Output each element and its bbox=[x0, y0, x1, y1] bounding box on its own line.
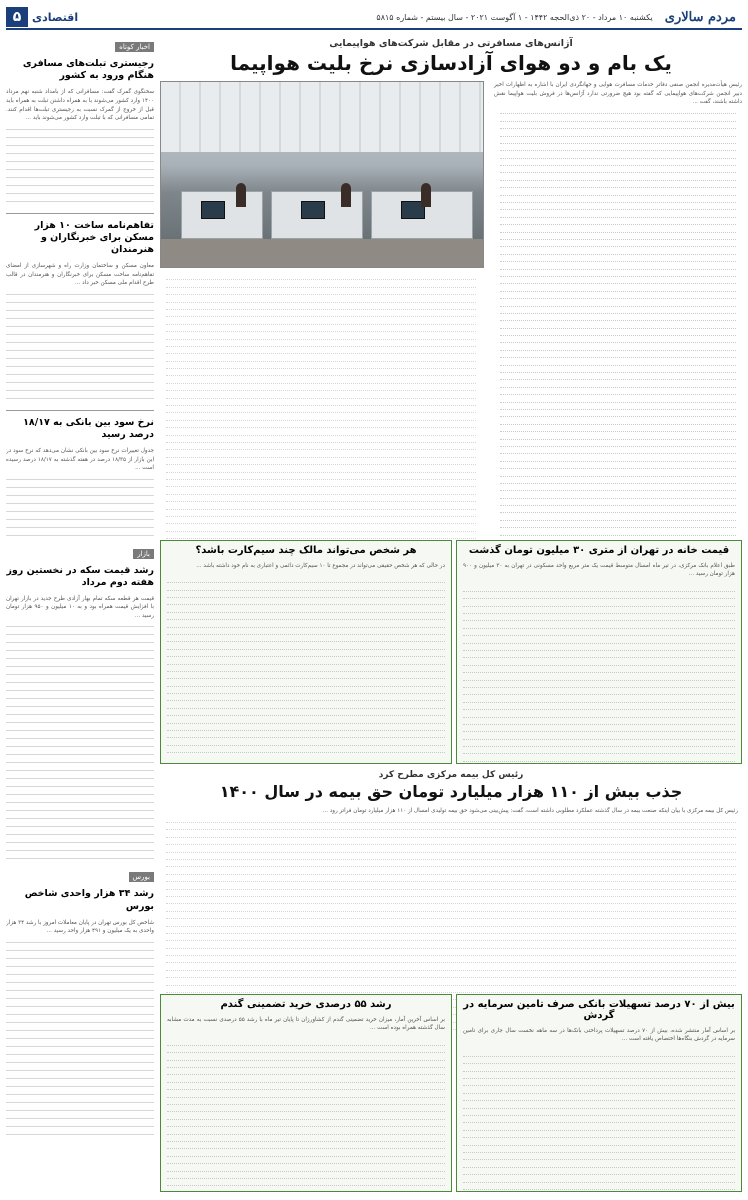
lead-continuation bbox=[160, 273, 482, 539]
box-simcard-body: در حالی که هر شخص حقیقی می‌تواند در مجموع تا ۱۰ سیم‌کارت دائمی و اعتباری به نام خود داشته باشد ... bbox=[196, 562, 445, 569]
sidebar-story2-body: معاون مسکن و ساختمان وزارت راه و شهرسازی از امضای تفاهم‌نامه ساخت مسکن برای خبرنگاران و هنرمندان در قالب طرح اقدام ملی مسکن خبر داد ... bbox=[6, 263, 154, 287]
airport-counter-photo bbox=[160, 81, 484, 268]
lead-kicker: آژانس‌های مسافرتی در مقابل شرکت‌های هواپیمایی bbox=[329, 38, 573, 49]
box-bank-loans-body: بر اساس آمار منتشر شده، بیش از ۷۰ درصد تسهیلات پرداختی بانک‌ها در سه ماهه نخست سال جاری برای تامین سرمایه در گردش بنگاه‌ها اختصاص یافته است ... bbox=[463, 1027, 736, 1043]
sidebar-kicker-bourse: بورس bbox=[129, 872, 155, 882]
box-bank-loans bbox=[456, 994, 742, 1192]
sidebar bbox=[6, 34, 154, 1194]
lead-headline: یک بام و دو هوای آزادسازی نرخ بلیت هواپیما bbox=[230, 51, 672, 75]
box-wheat-title: رشد ۵۵ درصدی خرید تضمینی گندم bbox=[220, 999, 392, 1010]
main-content bbox=[160, 34, 742, 1194]
sidebar-story4-title: رشد قیمت سکه در نخستین روز هفته دوم مرداد bbox=[6, 564, 154, 588]
masthead bbox=[6, 6, 742, 30]
sidebar-kicker-market: بازار bbox=[133, 549, 154, 559]
sidebar-story6-title: رشد ۳۴ هزار واحدی شاخص بورس bbox=[24, 888, 154, 912]
section-title: اقتصادی bbox=[32, 10, 79, 24]
box-simcard-title: هر شخص می‌تواند مالک چند سیم‌کارت باشد؟ bbox=[195, 545, 417, 556]
box-housing-price bbox=[456, 540, 742, 764]
date-line: یکشنبه ۱۰ مرداد - ۲۰ ذی‌الحجه ۱۴۴۲ - ۱ آگوست ۲۰۲۱ - سال بیستم - شماره ۵۸۱۵ bbox=[376, 12, 653, 22]
insurance-kicker: رئیس کل بیمه مرکزی مطرح کرد bbox=[378, 770, 524, 780]
insurance-headline: جذب بیش از ۱۱۰ هزار میلیارد تومان حق بیمه در سال ۱۴۰۰ bbox=[219, 782, 683, 801]
box-wheat-body: بر اساس آخرین آمار، میزان خرید تضمینی گندم از کشاورزان تا پایان تیر ماه با رشد ۵۵ درصدی نسبت به مدت مشابه سال گذشته همراه بوده است ... bbox=[167, 1016, 445, 1032]
sidebar-story2-title: تفاهم‌نامه ساخت ۱۰ هزار مسکن برای خبرنگاران و هنرمندان bbox=[34, 219, 154, 256]
box-wheat bbox=[160, 994, 452, 1192]
box-simcard bbox=[160, 540, 452, 764]
box-bank-loans-title: بیش از ۷۰ درصد تسهیلات بانکی صرف تامین سرمایه در گردش bbox=[463, 999, 735, 1021]
sidebar-story3-body: جدول تغییرات نرخ سود بین بانکی نشان می‌دهد که نرخ سود در این بازار از ۱۸/۳۵ درصد در هفته گذشته به ۱۸/۱۷ درصد رسیده است ... bbox=[6, 447, 154, 472]
sidebar-story3-title: نرخ سود بین بانکی به ۱۸/۱۷ درصد رسید bbox=[23, 416, 154, 441]
lead-story bbox=[160, 81, 742, 521]
page-number: ۵ bbox=[6, 7, 28, 27]
insurance-story bbox=[160, 770, 742, 1030]
newspaper-logo: مردم سالاری bbox=[664, 9, 736, 25]
sidebar-kicker-news: اخبار کوتاه bbox=[115, 42, 154, 52]
box-housing-body: طبق اعلام بانک مرکزی، در تیر ماه امسال متوسط قیمت یک متر مربع واحد مسکونی در تهران به ۳۰ میلیون و ۹۰۰ هزار تومان رسید ... bbox=[463, 562, 735, 578]
sidebar-story1-body: سخنگوی گمرک گفت: مسافرانی که از بامداد شنبه نهم مرداد ۱۴۰۰ وارد کشور می‌شوند با به همراه داشتن تبلت به همراه باید قبل از خروج از گمرک نسبت به رجیستری تبلت‌ها اقدام کنند. تمامی مسافرانی که با تبلت وارد کشور می‌شوند باید ... bbox=[6, 89, 154, 122]
lead-body-column bbox=[494, 81, 742, 550]
lead-body: رئیس هیأت‌مدیره انجمن صنفی دفاتر خدمات مسافرت هوایی و جهانگردی ایران با اشاره به اظهارات اخیر دبیر انجمن شرکت‌های هواپیمایی که گفته بود هیچ ضرورتی ندارد آژانس‌ها در فروش بلیت هواپیما نقش داشته باشند، گفت ... bbox=[494, 82, 742, 106]
sidebar-story1-title: رجیستری تبلت‌های مسافری هنگام ورود به کشور bbox=[22, 58, 154, 82]
sidebar-story6-body: شاخص کل بورس تهران در پایان معاملات امروز با رشد ۳۴ هزار واحدی به یک میلیون و ۴۹۱ هزار واحد رسید ... bbox=[6, 919, 154, 935]
box-housing-title: قیمت خانه در تهران از متری ۳۰ میلیون تومان گذشت bbox=[468, 545, 730, 556]
insurance-body: رئیس کل بیمه مرکزی با بیان اینکه صنعت بیمه در سال گذشته عملکرد مطلوبی داشته است، گفت: پیش‌بینی می‌شود حق بیمه تولیدی امسال از ۱۱۰ هزار میلیارد تومان فراتر رود ... bbox=[322, 808, 738, 814]
sidebar-story4-body: قیمت هر قطعه سکه تمام بهار آزادی طرح جدید در بازار تهران با افزایش قیمت همراه بود و به ۱۰ میلیون و ۹۵۰ هزار تومان رسید ... bbox=[6, 595, 154, 620]
